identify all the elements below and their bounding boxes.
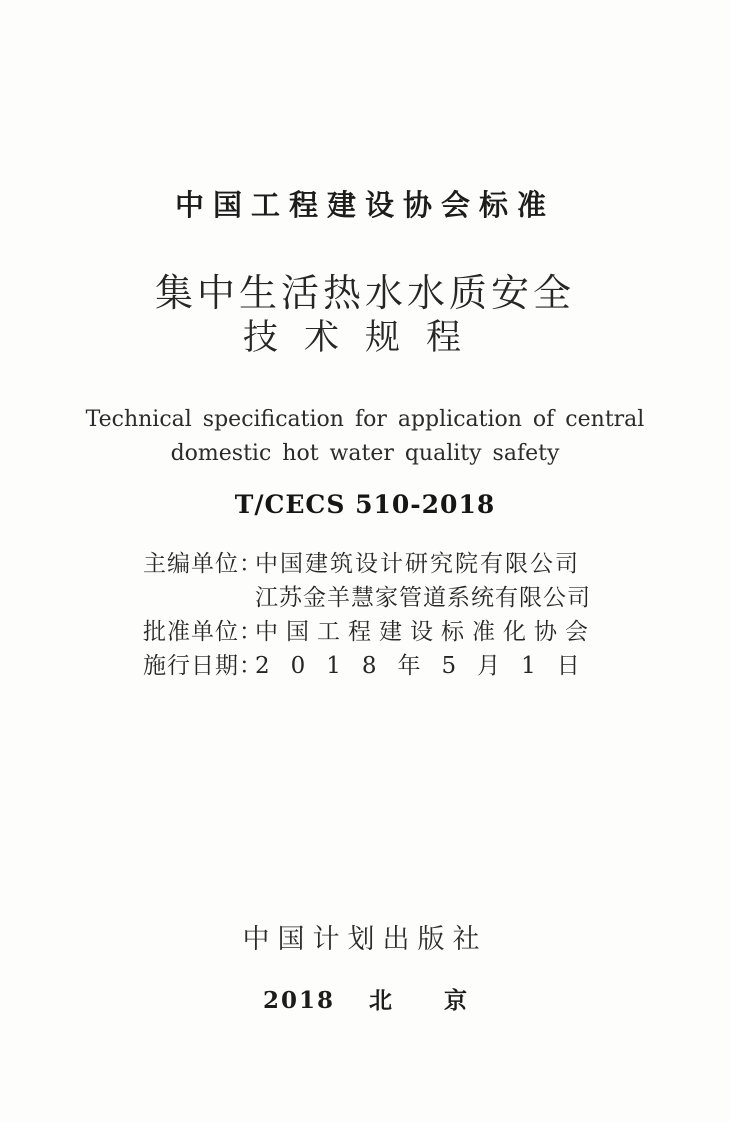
effective-date-label: 施行日期：: [143, 653, 263, 679]
publication-info-block: [143, 547, 603, 683]
title-english: [0, 403, 730, 471]
standard-number: T/CECS 510-2018: [234, 490, 496, 519]
chief-editor-value-line2: 江苏金羊慧家管道系统有限公司: [255, 585, 591, 611]
publisher-name: 中国计划出版社: [242, 924, 488, 955]
chief-editor-value-line1: 中国建筑设计研究院有限公司: [255, 551, 580, 577]
title-english-line1: Technical specification for application of central: [85, 407, 645, 432]
chief-editor-label: 主编单位：: [143, 551, 263, 577]
imprint-city: 北京: [369, 987, 520, 1014]
title-english-line2: domestic hot water quality safety: [170, 441, 560, 466]
approval-label: 批准单位：: [143, 619, 263, 645]
approval-row: [143, 615, 603, 649]
chief-editor-row-2: [143, 581, 603, 615]
effective-date-value: 2018年5月1日: [255, 653, 601, 679]
title-chinese-line1: 集中生活热水水质安全: [154, 271, 575, 315]
chief-editor-row: [143, 547, 603, 581]
approval-value: 中国工程建设标准化协会: [255, 619, 596, 645]
imprint-line: [0, 982, 730, 1015]
standard-org-type: 中国工程建设协会标准: [174, 188, 555, 222]
effective-date-row: [143, 649, 603, 683]
title-chinese-line2: 技术规程: [242, 318, 487, 358]
imprint-year: 2018: [262, 987, 335, 1014]
